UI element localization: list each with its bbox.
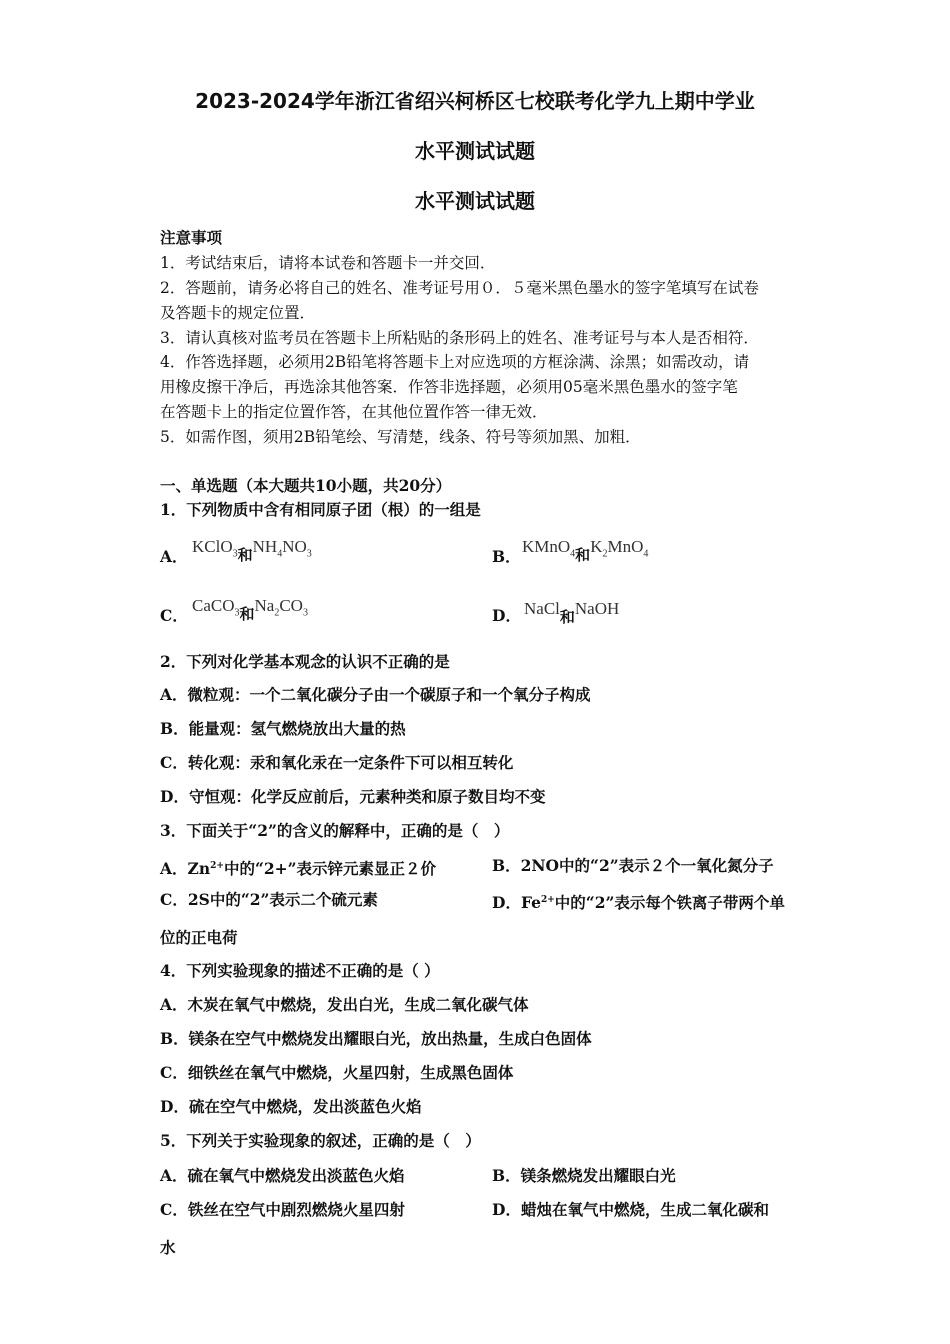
exam-title-line-1: 2023-2024学年浙江省绍兴柯桥区七校联考化学九上期中学业: [195, 89, 755, 113]
exam-title-line-2: 水平测试试题: [415, 139, 535, 163]
q5-option-b: B．镁条燃烧发出耀眼白光: [492, 1166, 676, 1185]
notice-item: 用橡皮擦干净后，再选涂其他答案．作答非选择题，必须用05毫米黑色墨水的签字笔: [160, 378, 738, 396]
q3-option-a: A．$Zn^{2+}$中的“2+”表示锌元素显正２价: [160, 859, 437, 879]
notice-item: 5．如需作图，须用2B铅笔绘、写清楚，线条、符号等须加黑、加粗．: [160, 428, 641, 446]
q1-option-a-formula: KClO$_3$和$NH_4NO_3$: [192, 537, 312, 564]
q5-option-c: C．铁丝在空气中剧烈燃烧火星四射: [160, 1200, 405, 1219]
notice-item: 4．作答选择题，必须用2B铅笔将答题卡上对应选项的方框涂满、涂黑；如需改动，请: [160, 353, 750, 371]
q4-option-c: C．细铁丝在氧气中燃烧，火星四射，生成黑色固体: [160, 1063, 514, 1082]
q4-option-d: D．硫在空气中燃烧，发出淡蓝色火焰: [160, 1097, 422, 1116]
question-3-stem: 3．下面关于“2”的含义的解释中，正确的是（ ）: [160, 821, 510, 840]
q5-option-d: D．蜡烛在氧气中燃烧，生成二氧化碳和: [492, 1200, 769, 1219]
q4-option-b: B．镁条在空气中燃烧发出耀眼白光，放出热量，生成白色固体: [160, 1029, 592, 1048]
q1-option-b-formula: KMnO$_4$和$K_2MnO_4$: [522, 537, 649, 564]
q1-option-d-formula: NaCl和NaOH: [524, 599, 620, 626]
notice-item: 在答题卡上的指定位置作答，在其他位置作答一律无效．: [160, 403, 548, 421]
q1-option-d-label: D．: [492, 606, 521, 625]
q1-option-b-label: B．: [492, 547, 521, 566]
notice-item: 3．请认真核对监考员在答题卡上所粘贴的条形码上的姓名、准考证号与本人是否相符．: [160, 329, 759, 347]
q2-option-b: B．能量观：氢气燃烧放出大量的热: [160, 719, 406, 738]
q2-option-a: A．微粒观：一个二氧化碳分子由一个碳原子和一个氧分子构成: [160, 685, 591, 704]
q1-option-c-formula: CaCO$_3$和$Na_2CO_3$: [192, 596, 308, 623]
q5-option-d-continued: 水: [160, 1238, 176, 1257]
question-2-stem: 2．下列对化学基本观念的认识不正确的是: [160, 652, 450, 671]
q4-option-a: A．木炭在氧气中燃烧，发出白光，生成二氧化碳气体: [160, 995, 529, 1014]
exam-title-line-3: 水平测试试题: [415, 189, 535, 213]
q3-option-c: C．2S中的“2”表示二个硫元素: [160, 890, 378, 909]
q5-option-a: A．硫在氧气中燃烧发出淡蓝色火焰: [160, 1166, 405, 1185]
q2-option-d: D．守恒观：化学反应前后，元素种类和原子数目均不变: [160, 787, 546, 806]
q1-option-a-label: A．: [160, 547, 188, 566]
q3-option-d-continued: 位的正电荷: [160, 928, 238, 947]
notice-item: 及答题卡的规定位置．: [160, 304, 316, 322]
q3-option-b: B．2NO中的“2”表示２个一氧化氮分子: [492, 856, 774, 875]
question-1-stem: 1．下列物质中含有相同原子团（根）的一组是: [160, 500, 481, 519]
q1-option-c-label: C．: [160, 606, 188, 625]
notice-item: 2．答题前，请务必将自己的姓名、准考证号用０．５毫米黑色墨水的签字笔填写在试卷: [160, 279, 759, 297]
q3-option-d: D．$Fe^{2+}$中的“2”表示每个铁离子带两个单: [492, 893, 785, 913]
q2-option-c: C．转化观：汞和氧化汞在一定条件下可以相互转化: [160, 753, 514, 772]
question-4-stem: 4．下列实验现象的描述不正确的是（ ）: [160, 961, 440, 980]
notice-item: 1．考试结束后，请将本试卷和答题卡一并交回．: [160, 254, 496, 272]
section-heading: 一、单选题（本大题共10小题，共20分）: [160, 476, 452, 495]
notice-heading: 注意事项: [160, 228, 223, 247]
question-5-stem: 5．下列关于实验现象的叙述，正确的是（ ）: [160, 1131, 481, 1150]
